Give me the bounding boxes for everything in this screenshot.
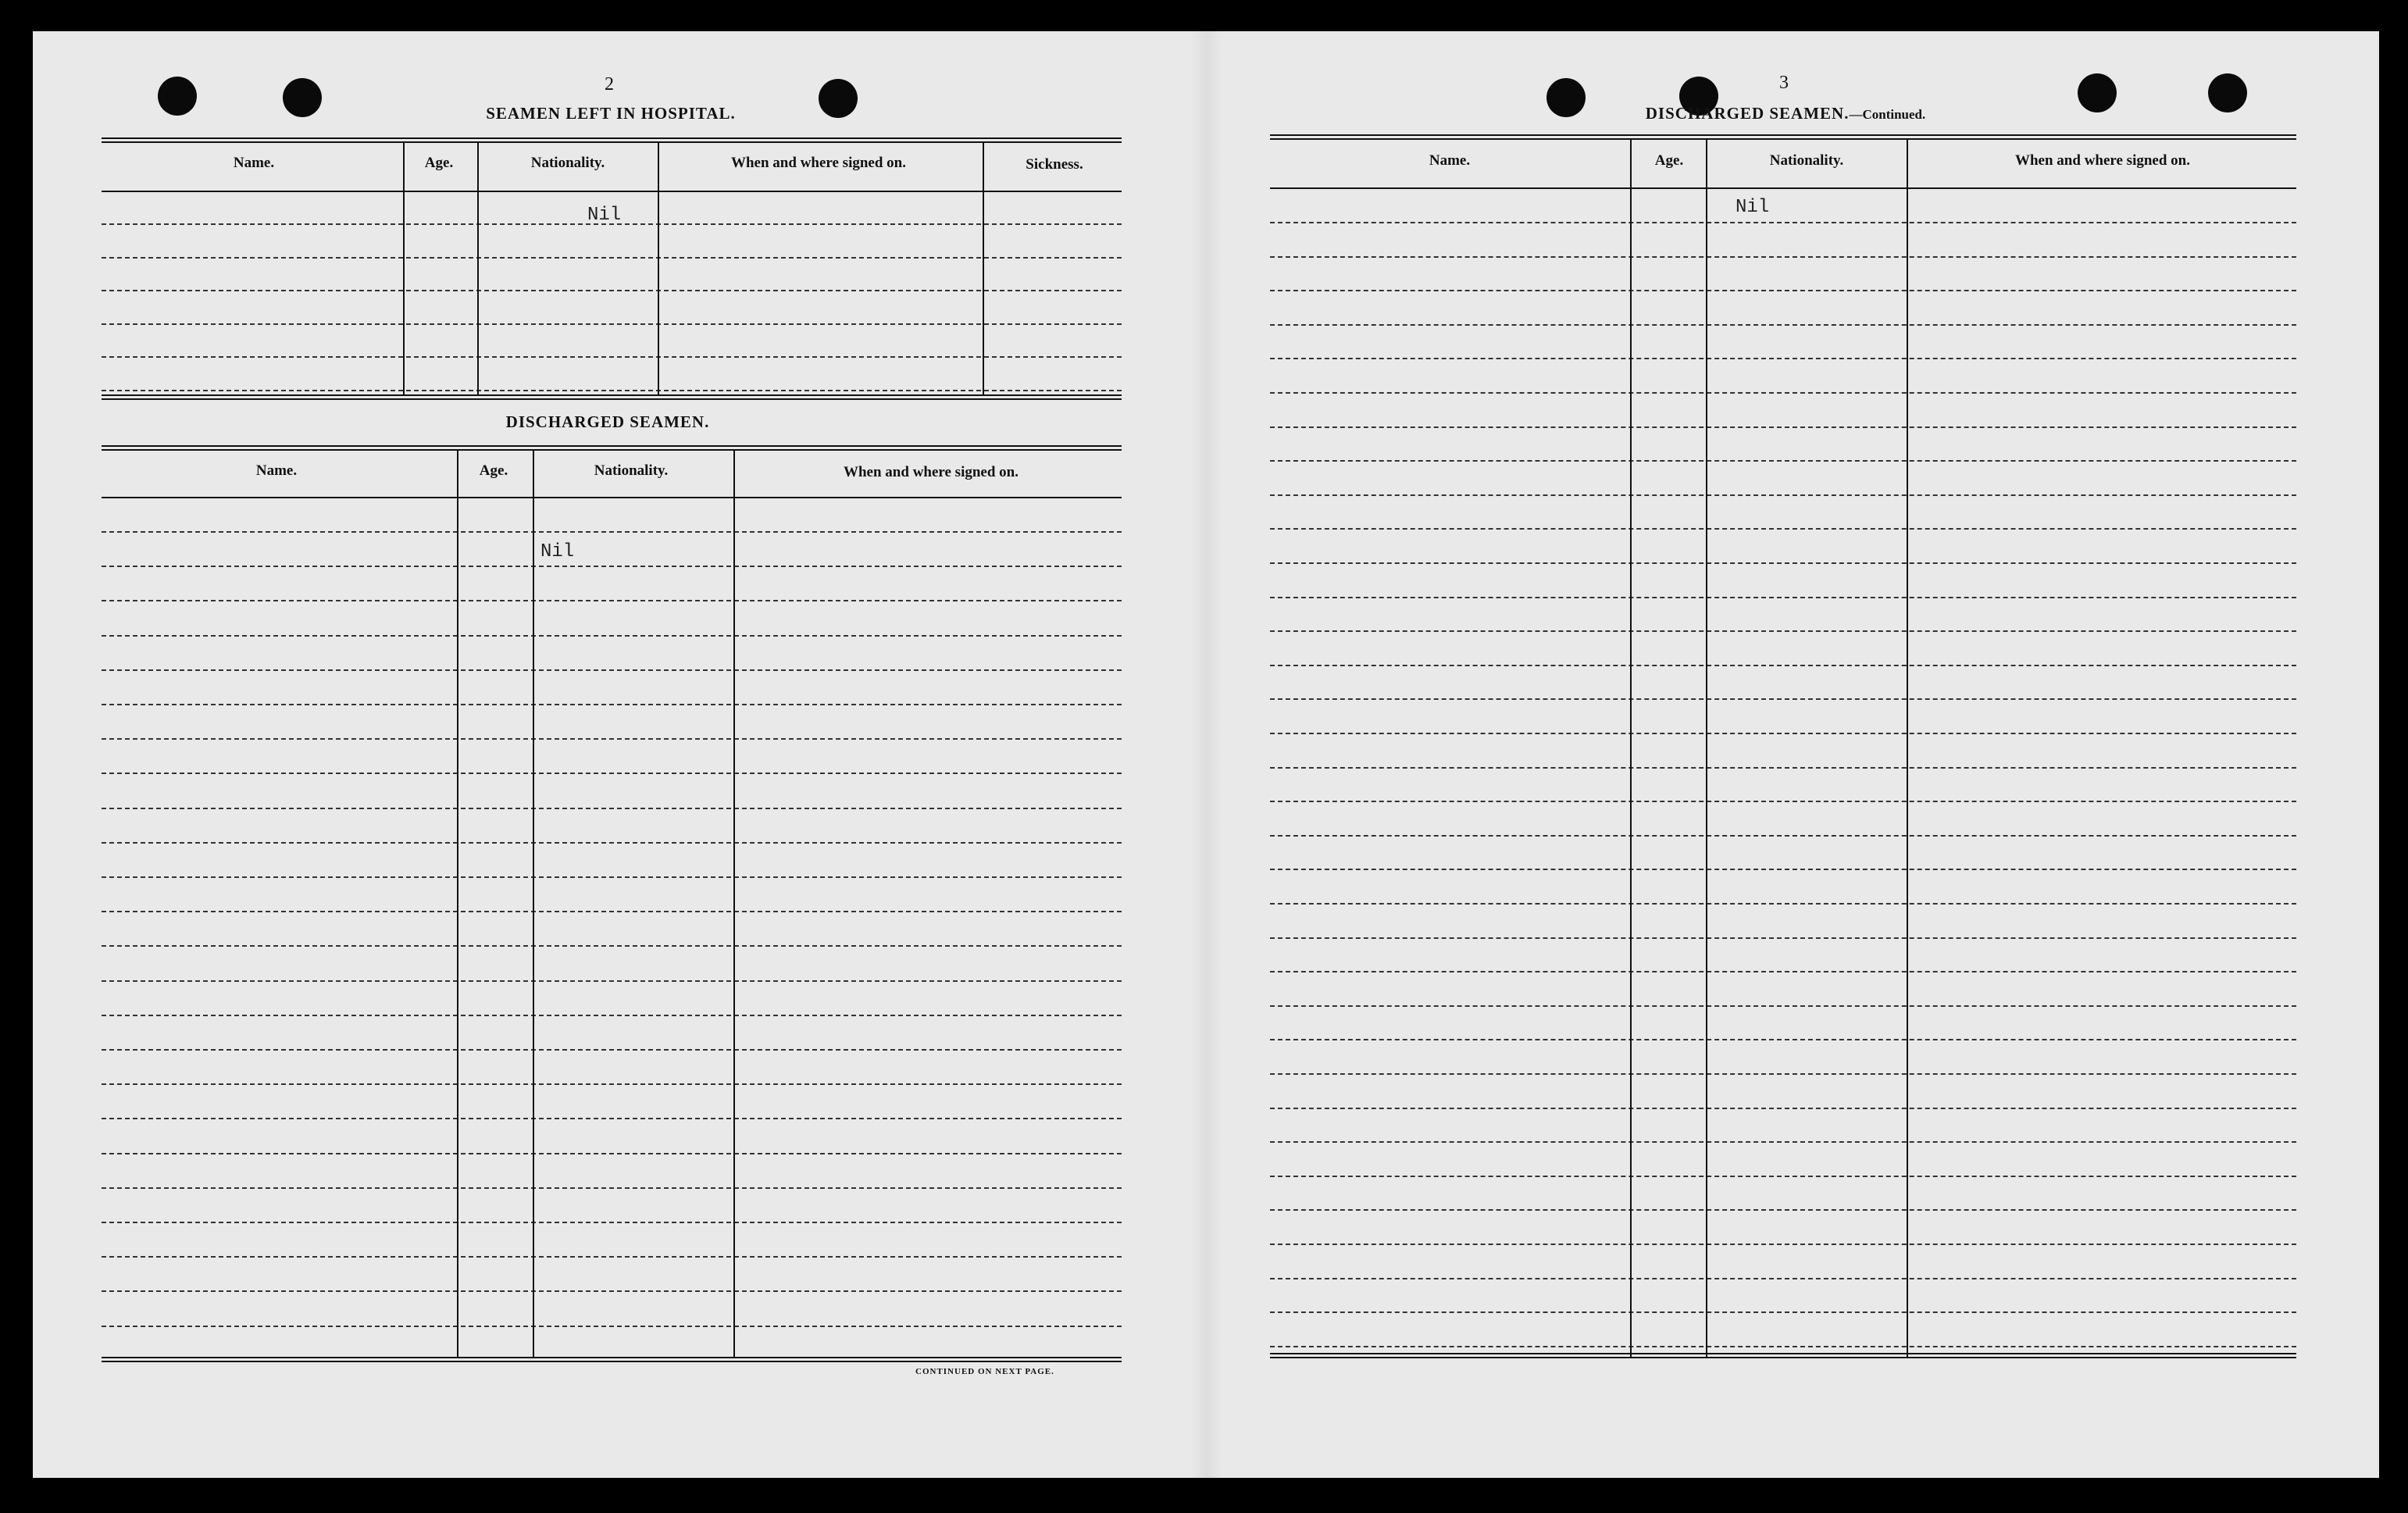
ruled-entry-line [102,876,1122,878]
ruled-entry-line [102,390,1122,391]
left-page-number: 2 [605,74,614,95]
ruled-entry-line [102,738,1122,740]
discharged-col-age: Age. [479,462,508,479]
ruled-entry-line [1270,1311,2296,1313]
ruled-entry-line [1270,903,2296,905]
ruled-entry-line [102,1187,1122,1189]
right-col-age: Age. [1654,152,1684,169]
ruled-entry-line [1270,358,2296,359]
ruled-entry-line [102,635,1122,637]
ruled-entry-line [102,1326,1122,1327]
right-col-divider [1706,140,1707,1358]
right-table-top-rule [1270,134,2296,140]
hospital-col-age: Age. [424,155,454,171]
ruled-entry-line [102,669,1122,671]
continued-note: CONTINUED ON NEXT PAGE. [915,1367,1054,1376]
ruled-entry-line [102,1118,1122,1119]
ruled-entry-line [102,257,1122,259]
hospital-col-divider [403,143,405,394]
ruled-entry-line [1270,1209,2296,1211]
ruled-entry-line [1270,1108,2296,1109]
right-col-signed-on: When and where signed on. [2014,152,2191,169]
ruled-entry-line [1270,426,2296,428]
ruled-entry-line [102,773,1122,774]
discharged-col-signed-on: When and where signed on. [843,464,1019,480]
ruled-entry-line [1270,597,2296,598]
hospital-section-title: SEAMEN LEFT IN HOSPITAL. [486,104,736,123]
ruled-entry-line [1270,1039,2296,1040]
ruled-entry-line [102,842,1122,844]
ruled-entry-line [1270,528,2296,530]
ruled-entry-line [1270,801,2296,802]
ruled-entry-line [1270,1073,2296,1075]
ruled-entry-line [1270,290,2296,291]
discharged-table-top-rule [102,445,1122,451]
punch-hole [158,77,197,116]
hospital-col-signed-on: When and where signed on. [730,155,907,171]
ruled-entry-line [102,911,1122,912]
ruled-entry-line [102,600,1122,601]
ruled-entry-line [1270,460,2296,462]
ruled-entry-line [1270,869,2296,870]
ruled-entry-line [102,566,1122,567]
ruled-entry-line [102,1222,1122,1223]
right-nationality-entry: Nil [1736,197,1770,218]
ruled-entry-line [102,290,1122,291]
hospital-col-divider [983,143,984,394]
ruled-entry-line [1270,767,2296,769]
ruled-entry-line [1270,835,2296,837]
hospital-header-rule [102,191,1122,192]
ruled-entry-line [102,1049,1122,1051]
ruled-entry-line [1270,733,2296,734]
ruled-entry-line [1270,937,2296,939]
discharged-col-divider [533,451,534,1357]
hospital-col-name: Name. [233,155,275,171]
discharged-header-rule [102,497,1122,498]
ruled-entry-line [1270,256,2296,258]
discharged-col-divider [457,451,458,1357]
ruled-entry-line [1270,1346,2296,1347]
ruled-entry-line [1270,324,2296,326]
right-page-number: 3 [1779,73,1789,93]
right-col-divider [1907,140,1908,1358]
ruled-entry-line [102,356,1122,358]
right-header-rule [1270,187,2296,189]
ruled-entry-line [1270,698,2296,700]
ruled-entry-line [1270,1141,2296,1143]
ruled-entry-line [1270,222,2296,223]
ruled-entry-line [102,945,1122,947]
ruled-entry-line [102,531,1122,533]
ruled-entry-line [1270,665,2296,666]
right-col-nationality: Nationality. [1769,152,1844,169]
punch-hole [2078,73,2117,112]
punch-hole [819,79,858,118]
ruled-entry-line [102,1153,1122,1154]
ruled-entry-line [102,980,1122,982]
ruled-entry-line [102,1256,1122,1258]
ruled-entry-line [1270,630,2296,632]
punch-hole [1546,78,1586,117]
page-fold [1191,31,1222,1478]
ruled-entry-line [102,1290,1122,1292]
hospital-table-bottom-rule [102,394,1122,400]
right-col-divider [1630,140,1632,1358]
ruled-entry-line [1270,392,2296,394]
ruled-entry-line [1270,1005,2296,1007]
hospital-col-divider [658,143,659,394]
hospital-col-nationality: Nationality. [530,155,605,171]
discharged-col-name: Name. [255,462,298,479]
ruled-entry-line [102,1015,1122,1016]
ruled-entry-line [1270,1278,2296,1279]
ruled-entry-line [1270,1176,2296,1177]
ruled-entry-line [102,808,1122,809]
ruled-entry-line [1270,494,2296,496]
punch-hole [283,78,322,117]
right-table-bottom-rule [1270,1353,2296,1358]
right-section-title-suffix: —Continued. [1849,107,1926,122]
right-section-title-main: DISCHARGED SEAMEN. [1645,104,1850,123]
discharged-col-divider [733,451,735,1357]
ruled-entry-line [102,323,1122,325]
hospital-table-top-rule [102,137,1122,143]
punch-hole [2208,73,2247,112]
discharged-col-nationality: Nationality. [594,462,669,479]
discharged-section-title: DISCHARGED SEAMEN. [505,412,710,431]
discharged-nationality-entry: Nil [540,541,575,562]
ruled-entry-line [102,1083,1122,1085]
ruled-entry-line [1270,562,2296,564]
discharged-table-bottom-rule [102,1357,1122,1362]
right-col-name: Name. [1429,152,1471,169]
ruled-entry-line [102,704,1122,705]
ruled-entry-line [1270,1244,2296,1245]
hospital-col-sickness: Sickness. [1026,156,1083,173]
hospital-nationality-entry: Nil [587,205,622,226]
right-section-title [1646,104,1925,123]
hospital-col-divider [477,143,479,394]
ruled-entry-line [1270,971,2296,972]
